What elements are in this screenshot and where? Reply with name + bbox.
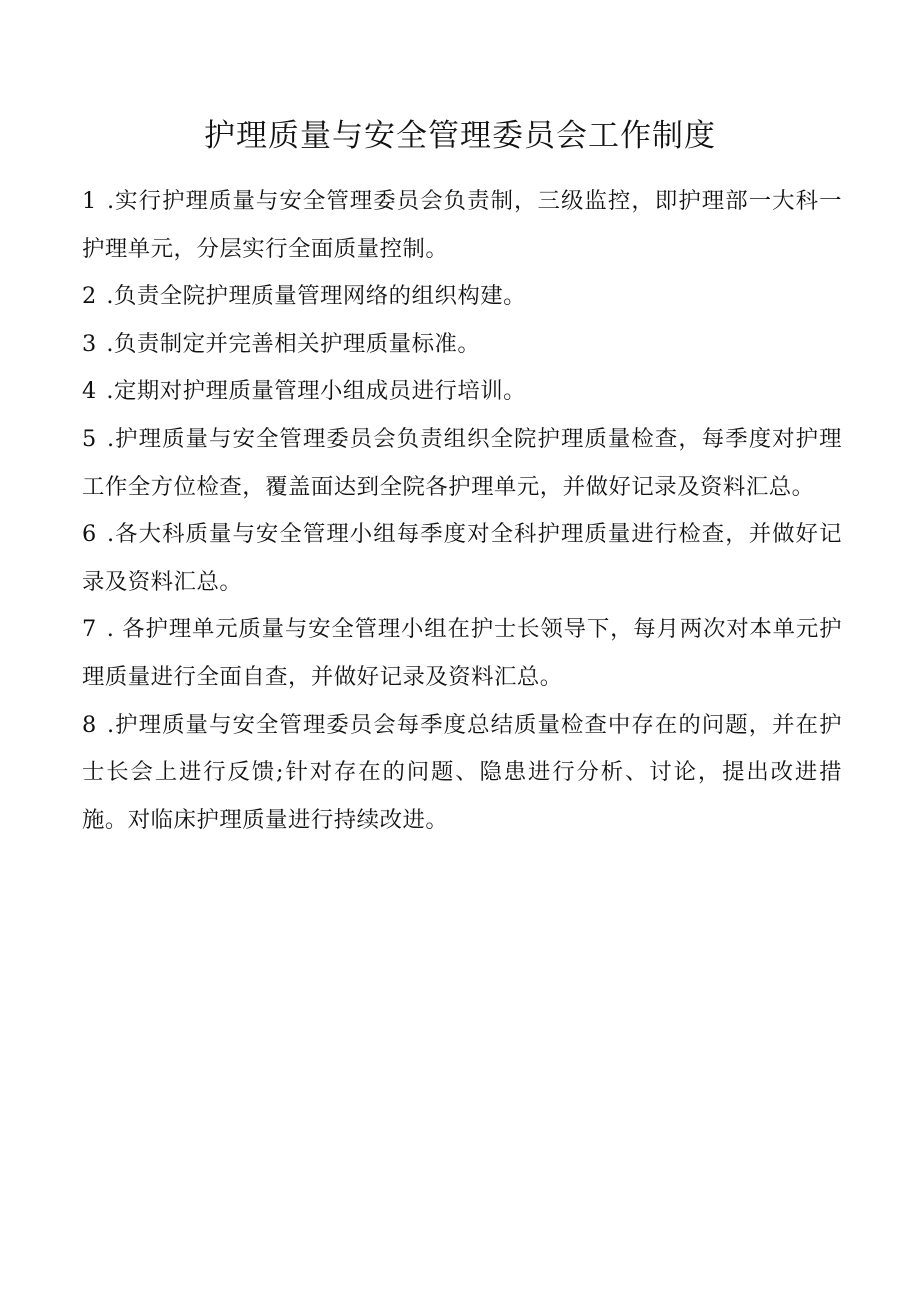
item-text: .实行护理质量与安全管理委员会负责制，三级监控，即护理部一大科一护理单元，分层实行全面质量控制。 — [82, 188, 842, 262]
regulation-item-6 — [82, 511, 842, 606]
regulation-item-2 — [82, 273, 842, 321]
item-text: .护理质量与安全管理委员会每季度总结质量检查中存在的问题，并在护士长会上进行反馈;针对存在的问题、隐患进行分析、讨论，提出改进措施。对临床护理质量进行持续改进。 — [82, 711, 842, 833]
item-number: 4 — [82, 378, 97, 405]
item-number: 8 — [82, 711, 97, 738]
item-text: .负责制定并完善相关护理质量标准。 — [106, 330, 481, 357]
regulation-item-3 — [82, 321, 842, 369]
item-text: . 各护理单元质量与安全管理小组在护士长领导下，每月两次对本单元护理质量进行全面自查，并做好记录及资料汇总。 — [82, 616, 843, 690]
regulation-item-4 — [82, 368, 842, 416]
item-text: .各大科质量与安全管理小组每季度对全科护理质量进行检查，并做好记录及资料汇总。 — [82, 521, 842, 595]
item-number: 3 — [82, 330, 97, 357]
item-number: 5 — [82, 425, 97, 452]
item-number: 2 — [82, 283, 97, 310]
regulation-item-8 — [82, 702, 842, 845]
regulation-item-5 — [82, 416, 842, 511]
item-number: 1 — [82, 188, 97, 214]
item-text: .负责全院护理质量管理网络的组织构建。 — [106, 283, 527, 310]
item-text: .定期对护理质量管理小组成员进行培训。 — [106, 378, 527, 405]
item-number: 7 — [82, 616, 97, 643]
regulation-item-1 — [82, 178, 842, 273]
item-text: .护理质量与安全管理委员会负责组织全院护理质量检查，每季度对护理工作全方位检查，覆盖面达到全院各护理单元，并做好记录及资料汇总。 — [82, 425, 842, 500]
document-title: 护理质量与安全管理委员会工作制度 — [204, 118, 716, 154]
regulation-item-7 — [82, 606, 842, 701]
item-number: 6 — [82, 521, 97, 548]
regulation-list — [82, 178, 842, 844]
